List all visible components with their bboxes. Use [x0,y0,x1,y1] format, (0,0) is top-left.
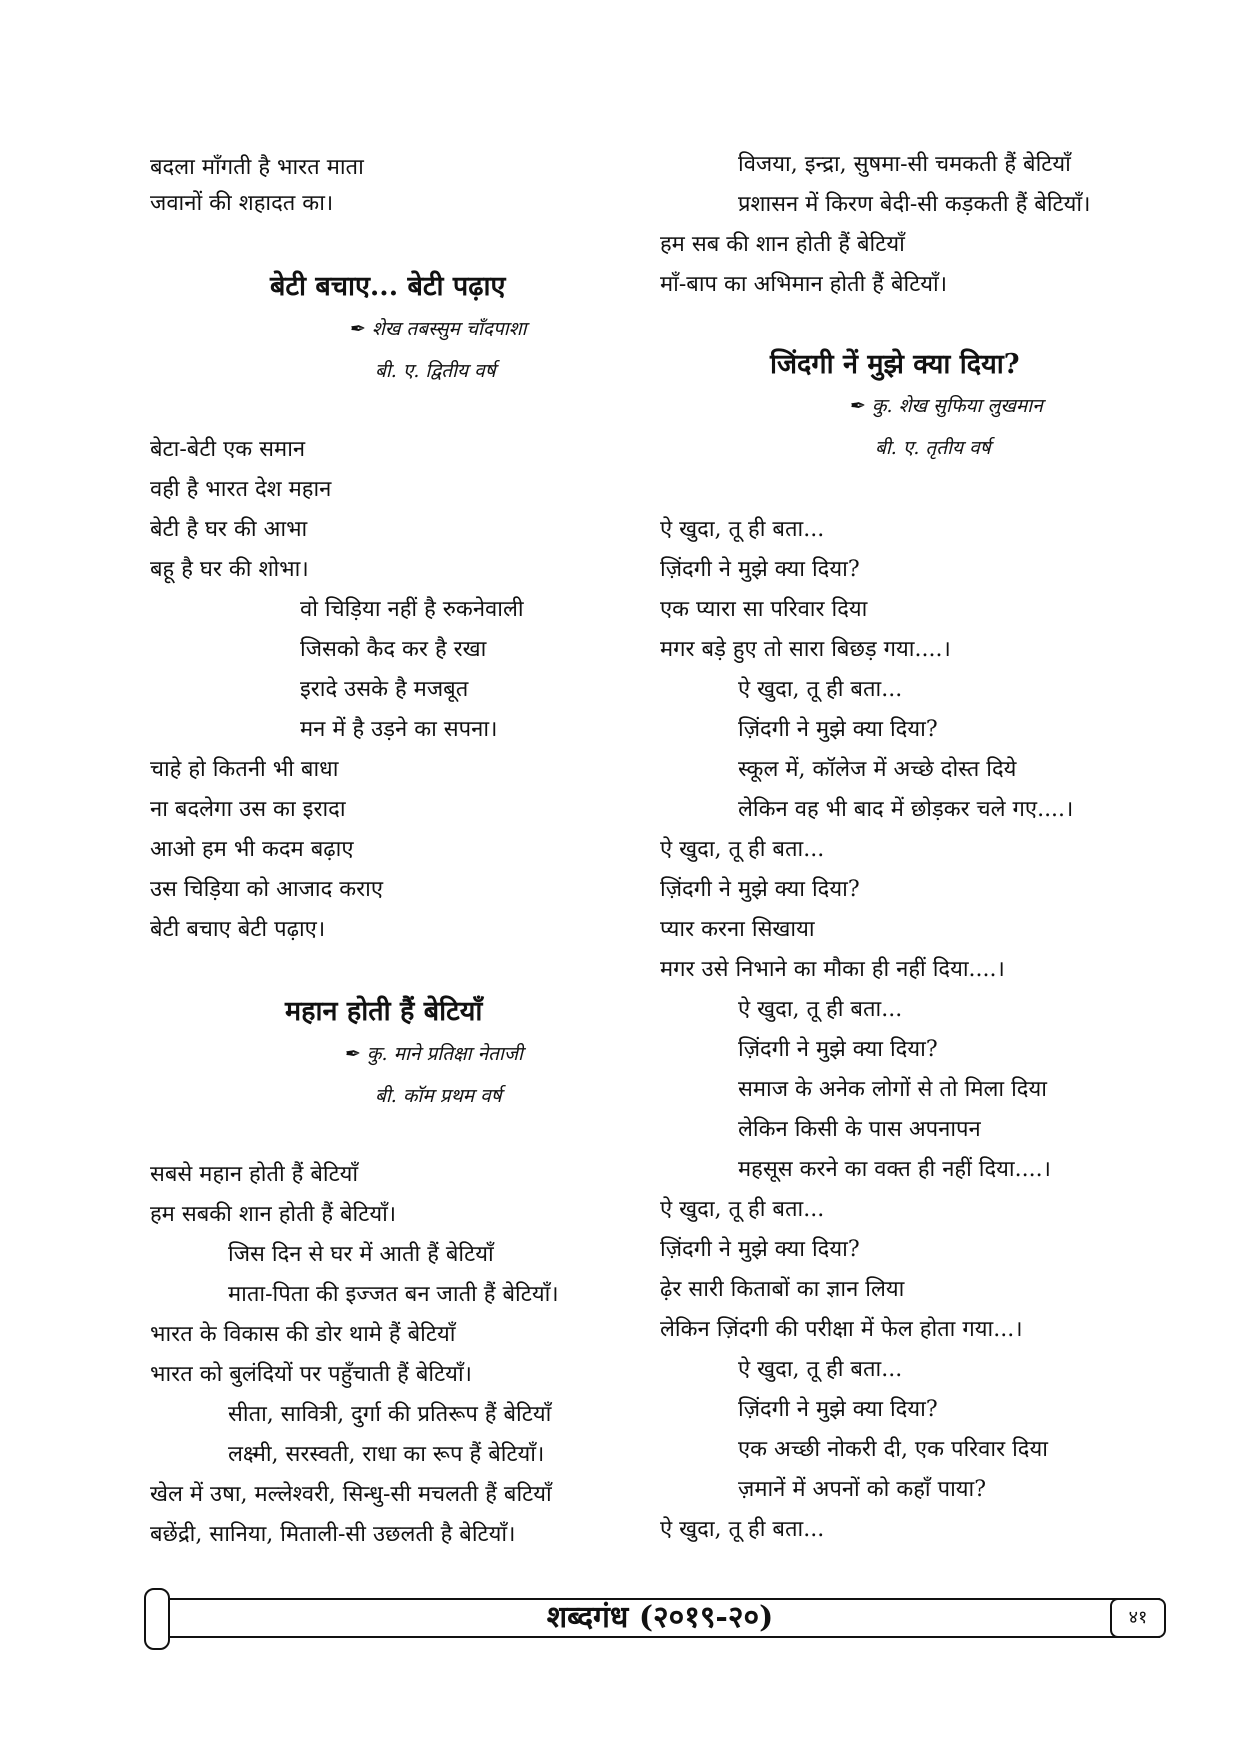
poem2-author-name: कु. माने प्रतिक्षा नेताजी [366,1043,523,1065]
poem-line: ऐ खुदा, तू ही बता... [738,677,903,702]
poem-line: लेकिन ज़िंदगी की परीक्षा में फेल होता गया...। [660,1317,1023,1342]
poem3-author-name: कु. शेख सुफिया लुखमान [871,395,1043,417]
poem-line: बेटी है घर की आभा [150,517,308,542]
poem2-author [345,1040,523,1068]
pen-nib-icon: ✒ [350,318,366,340]
poem1-author-name: शेख तबस्सुम चाँदपाशा [371,318,527,340]
pen-nib-icon: ✒ [850,395,866,417]
poem-line: ज़िंदगी ने मुझे क्या दिया? [660,877,860,902]
poem-line: सबसे महान होती हैं बेटियाँ [150,1162,359,1187]
poem-line: वो चिड़िया नहीं है रुकनेवाली [300,597,524,622]
poem-line: प्यार करना सिखाया [660,917,815,942]
poem-line: जिसको कैद कर है रखा [300,637,487,662]
poem-line: सीता, सावित्री, दुर्गा की प्रतिरूप हैं बेटियाँ [228,1402,552,1427]
poem-line: मगर बड़े हुए तो सारा बिछड़ गया....। [660,637,951,662]
poem-line: स्कूल में, कॉलेज में अच्छे दोस्त दिये [738,757,1017,782]
poem-line: माँ-बाप का अभिमान होती हैं बेटियाँ। [660,272,948,297]
poem-line: आओ हम भी कदम बढ़ाए [150,837,354,862]
poem-line: ऐ खुदा, तू ही बता... [660,517,825,542]
poem-line: ज़मानें में अपनों को कहाँ पाया? [738,1477,987,1502]
poem-line: हम सब की शान होती हैं बेटियाँ [660,232,905,257]
poem-line: ज़िंदगी ने मुझे क्या दिया? [738,1037,938,1062]
poem-line: ऐ खुदा, तू ही बता... [660,837,825,862]
poem-line: ज़िंदगी ने मुझे क्या दिया? [738,717,938,742]
poem-line: समाज के अनेक लोगों से तो मिला दिया [738,1077,1047,1102]
poem-line: ढ़ेर सारी किताबों का ज्ञान लिया [660,1277,905,1302]
poem-line: ऐ खुदा, तू ही बता... [660,1197,825,1222]
poem3-class: बी. ए. तृतीय वर्ष [875,437,991,459]
poem-line: ज़िंदगी ने मुझे क्या दिया? [660,557,860,582]
poem2-class: बी. कॉम प्रथम वर्ष [375,1085,502,1107]
poem-line: लेकिन वह भी बाद में छोड़कर चले गए....। [738,797,1074,822]
intro-line: बदला माँगती है भारत माता [150,155,364,180]
poem3-title: जिंदगी नें मुझे क्या दिया? [770,349,1020,380]
poem-line: ज़िंदगी ने मुझे क्या दिया? [738,1397,938,1422]
poem-line: जिस दिन से घर में आती हैं बेटियाँ [228,1242,494,1267]
poem-line: एक प्यारा सा परिवार दिया [660,597,868,622]
intro-line: जवानों की शहादत का। [150,191,334,216]
poem-line: लक्ष्मी, सरस्वती, राधा का रूप हैं बेटियाँ। [228,1442,545,1467]
poem-line: विजया, इन्द्रा, सुषमा-सी चमकती हैं बेटियाँ [738,152,1071,177]
poem-line: बछेंद्री, सानिया, मिताली-सी उछलती है बेटियाँ। [150,1522,516,1547]
poem-line: बहू है घर की शोभा। [150,557,309,582]
poem-line: चाहे हो कितनी भी बाधा [150,757,339,782]
pen-nib-icon: ✒ [345,1043,361,1065]
poem-line: ज़िंदगी ने मुझे क्या दिया? [660,1237,860,1262]
magazine-title: शब्दगंध (२०१९-२०) [546,1600,774,1635]
poem-line: इरादे उसके है मजबूत [300,677,469,702]
poem-line: ऐ खुदा, तू ही बता... [738,1357,903,1382]
poem-line: माता-पिता की इज्जत बन जाती हैं बेटियाँ। [228,1282,559,1307]
poem-line: महसूस करने का वक्त ही नहीं दिया....। [738,1157,1051,1182]
page-number: ४१ [1110,1598,1166,1638]
poem2-title: महान होती हैं बेटियाँ [285,996,483,1027]
poem-line: बेटी बचाए बेटी पढ़ाए। [150,917,326,942]
poem-line: भारत के विकास की डोर थामे हैं बेटियाँ [150,1322,456,1347]
poem-line: मन में है उड़ने का सपना। [300,717,498,742]
poem-line: एक अच्छी नोकरी दी, एक परिवार दिया [738,1437,1048,1462]
poem-line: ऐ खुदा, तू ही बता... [738,997,903,1022]
poem-line: उस चिड़िया को आजाद कराए [150,877,384,902]
poem-line: प्रशासन में किरण बेदी-सी कड़कती हैं बेटियाँ। [738,192,1091,217]
poem-line: ऐ खुदा, तू ही बता... [660,1517,825,1542]
poem1-title: बेटी बचाए... बेटी पढ़ाए [270,271,506,302]
footer-banner [140,1588,1180,1648]
poem1-author [350,315,527,343]
poem-line: वही है भारत देश महान [150,477,332,502]
poem-line: बेटा-बेटी एक समान [150,437,306,462]
poem1-class: बी. ए. द्वितीय वर्ष [375,360,496,382]
poem3-author [850,392,1043,420]
poem-line: ना बदलेगा उस का इरादा [150,797,346,822]
poem-line: लेकिन किसी के पास अपनापन [738,1117,981,1142]
poem-line: खेल में उषा, मल्लेश्वरी, सिन्धु-सी मचलती हैं बटियाँ [150,1482,552,1507]
poem-line: मगर उसे निभाने का मौका ही नहीं दिया....। [660,957,1005,982]
poem-line: भारत को बुलंदियों पर पहुँचाती हैं बेटियाँ। [150,1362,472,1387]
poem-line: हम सबकी शान होती हैं बेटियाँ। [150,1202,397,1227]
